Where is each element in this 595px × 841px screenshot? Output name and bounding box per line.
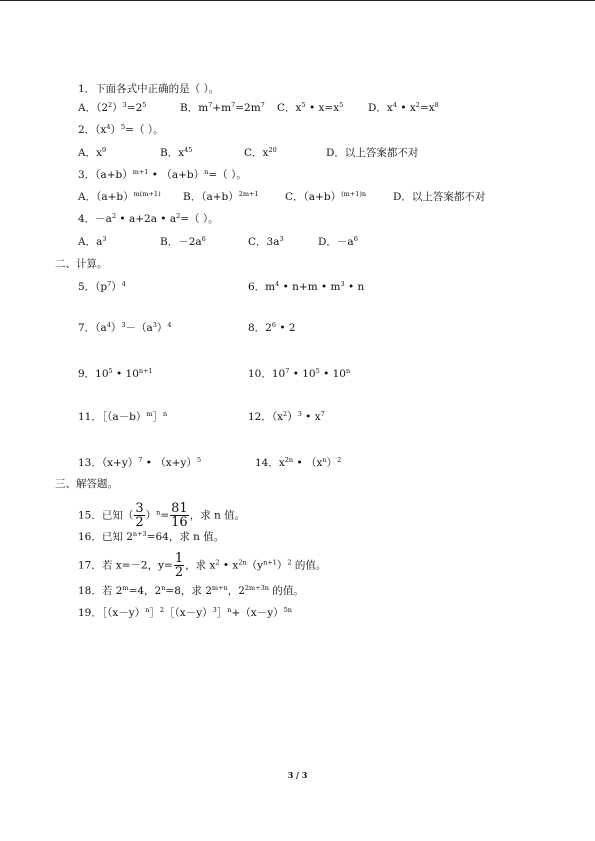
section-2-heading: 二、计算。: [55, 258, 108, 270]
q4-option-c: C．$3a^3$: [248, 235, 284, 248]
q1-stem: 1．下面各式中正确的是（ ）。: [78, 83, 220, 95]
q2-option-b: B．$x^{45}$: [160, 146, 193, 159]
q14: 14．$x^{2n}$ • $(x^n)^2$: [255, 456, 342, 469]
q4-options: [78, 235, 358, 249]
q2-option-a: A．$x^9$: [78, 146, 107, 159]
q17-fraction-y: $\frac{1}{2}$: [174, 551, 184, 580]
q1-options: [78, 101, 439, 115]
q19: 19．$[(x-y)^n]^2[(x-y)^3]^n+(x-y)^{5n}$: [78, 606, 292, 619]
q2-option-d: D．以上答案都不对: [326, 147, 419, 159]
q4-option-d: D．$-a^6$: [318, 235, 358, 248]
q15-fraction-base: $\frac{3}{2}$: [135, 501, 144, 530]
q1-option-c: C．$x^5$ • $x=x^5$: [277, 101, 344, 114]
q10: 10．$10^7$ • $10^5$ • 10$^n$: [248, 367, 351, 380]
q8: 8．$2^6$ • 2: [248, 321, 296, 334]
q18: 18．若 $2^m=4$，$2^n=8$，求 $2^{m+n}$，$2^{2m+3n}$ 的值。: [78, 584, 304, 597]
q3-options: [78, 190, 486, 204]
q1-option-b: B．$m^7+m^7=2m^7$: [180, 101, 265, 114]
q16: 16．已知 $2^{n+3}=64$，求 n 值。: [78, 530, 225, 543]
q2-options: [78, 146, 419, 160]
q1-option-a: A．$(2^2)^3=2^5$: [78, 101, 147, 114]
q3-stem: 3．$(a+b)^{m+1}$ • $(a+b)^n=$（ ）。: [78, 168, 247, 181]
q15-fraction-result: $\frac{81}{16}$: [171, 501, 188, 530]
section-3-heading: 三、解答题。: [55, 478, 118, 490]
header-rule: [0, 0, 595, 1]
q17: 17．若 x=－2，y= $\frac{1}{2}$ ，求 $x^2$ • $x^{2n}(y^{n+1})^2$ 的值。: [78, 551, 327, 580]
q12: 12．$(x^2)^3$ • $x^7$: [248, 410, 325, 423]
q2-option-c: C．$x^{20}$: [244, 146, 277, 159]
q3-option-a: A．$(a+b)^{m(m+1)}$: [78, 190, 161, 203]
q2-stem: 2．$(x^4)^5=$（ ）。: [78, 123, 164, 136]
q11: 11．$[(a-b)^m]^n$: [78, 410, 168, 423]
q7: 7．$(a^4)^3-(a^3)^4$: [78, 321, 172, 334]
q13: 13．$(x+y)^7$ • $(x+y)^5$: [78, 456, 202, 469]
q3-option-b: B．$(a+b)^{2m+1}$: [183, 190, 259, 203]
q1-option-d: D．$x^4$ • $x^2=x^8$: [368, 101, 439, 114]
q5: 5．$(p^7)^4$: [78, 280, 126, 293]
q4-stem: 4．$-a^2$ • a+2a • $a^2=$（ ）。: [78, 212, 219, 225]
q6: 6．$m^4$ • n+m • $m^3$ • n: [248, 280, 365, 293]
q4-option-a: A．$a^3$: [78, 235, 107, 248]
q15: 15．已知（ $\frac{3}{2}$ ）$^n$= $\frac{81}{16}$ ，求 n 值。: [78, 501, 246, 530]
q4-option-b: B．$-2a^6$: [160, 235, 206, 248]
q9: 9．$10^5$ • $10^{n+1}$: [78, 367, 153, 380]
page-number: 3 / 3: [287, 770, 308, 780]
q3-option-d: D．以上答案都不对: [393, 191, 486, 203]
q3-option-c: C．$(a+b)^{(m+1)n}$: [285, 190, 367, 203]
